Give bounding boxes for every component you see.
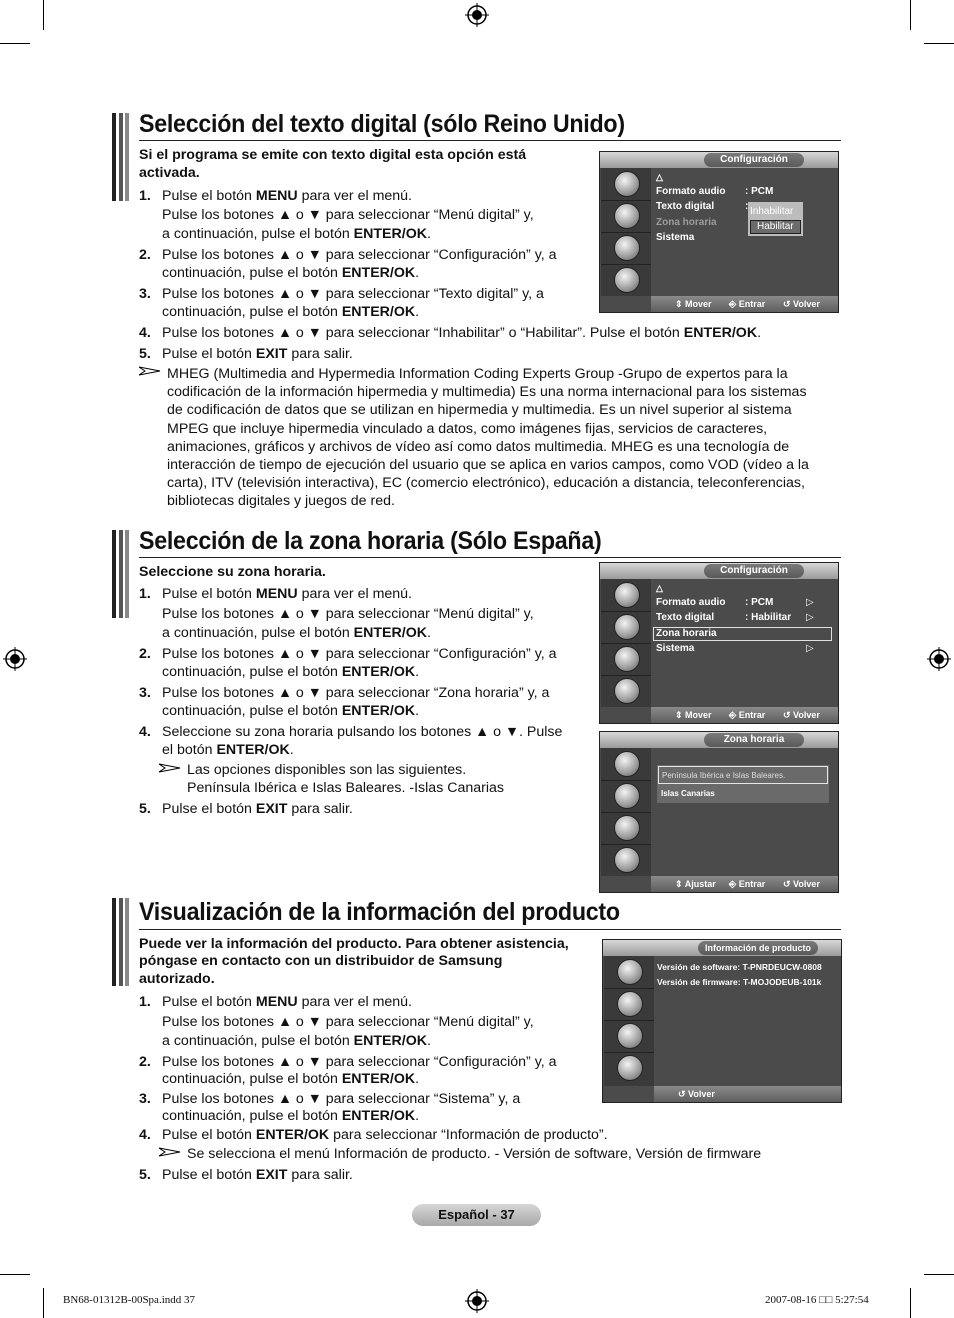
step-text: el botón ENTER/OK. — [162, 742, 294, 758]
up-arrow-icon: △ — [656, 583, 663, 593]
step-text: Pulse los botones ▲ o ▼ para seleccionar “Menú digital” y, — [162, 1014, 534, 1030]
registration-mark-icon — [465, 1289, 489, 1313]
step-number: 3. — [139, 286, 151, 302]
up-arrow-icon: △ — [656, 172, 663, 182]
setup-menu-icon — [614, 235, 640, 261]
picture-menu-icon — [614, 171, 640, 197]
step-text: Pulse el botón ENTER/OK para seleccionar “Información de producto”. — [162, 1127, 608, 1143]
return-hint: ↺ Volver — [678, 1089, 715, 1099]
input-menu-icon — [614, 847, 640, 873]
sound-menu-icon — [614, 614, 640, 640]
step-number: 5. — [139, 346, 151, 362]
input-menu-icon — [614, 267, 640, 293]
step-text: continuación, pulse el botón ENTER/OK. — [162, 1071, 420, 1087]
step-text: Pulse los botones ▲ o ▼ para seleccionar “Texto digital” y, a — [162, 286, 544, 302]
move-hint: ⇕ Mover — [675, 710, 712, 720]
section-intro: Puede ver la información del producto. Para obtener asistencia, — [139, 936, 569, 952]
step-number: 3. — [139, 1091, 151, 1107]
osd-title: Zona horaria — [704, 733, 804, 747]
step-text: Pulse el botón EXIT para salir. — [162, 801, 353, 817]
osd-screen — [599, 151, 839, 313]
setup-menu-icon — [614, 815, 640, 841]
crop-mark — [43, 0, 44, 30]
step-text: continuación, pulse el botón ENTER/OK. — [162, 1108, 420, 1124]
step-number: 2. — [139, 247, 151, 263]
note-text: Las opciones disponibles son las siguientes. — [187, 762, 467, 778]
section-title: Visualización de la información del producto — [139, 898, 620, 926]
note-paragraph: MHEG (Multimedia and Hypermedia Information Coding Experts Group -Grupo de expertos para la codificación de la información hipermedia y multimedia) Es una norma internacional para los sistemas de codificación de datos que se utilizan en hipermedia y multimedia. Es un nivel superior al sistema MPEG que incluye hipermedia vinculado a datos, como imágenes fijas, servicios de caracteres, animaciones, gráficos y archivos de vídeo así como datos multimedia. MHEG es una tecnología de interacción de tiempo de ejecución del usuario que se aplica en varios campos, como VOD (vídeo a la carta), ITV (televisión interactiva), EC (comercio electrónico), educación a distancia, teleconferencias, bibliotecas digitales y juegos de red. — [167, 366, 809, 510]
osd-row-label: Zona horaria — [656, 217, 717, 228]
crop-mark — [924, 1274, 954, 1275]
move-hint: ⇕ Mover — [675, 299, 712, 309]
step-number: 1. — [139, 586, 151, 602]
software-version: Versión de software: T-PNRDEUCW-0808 — [657, 962, 822, 972]
note-text: Se selecciona el menú Información de producto. - Versión de software, Versión de firmware — [187, 1146, 762, 1162]
step-text: Pulse los botones ▲ o ▼ para seleccionar “Configuración” y, a — [162, 247, 557, 263]
input-menu-icon — [614, 678, 640, 704]
crop-mark — [0, 1274, 30, 1275]
section-bar — [112, 530, 129, 618]
step-text: Pulse el botón MENU para ver el menú. — [162, 586, 413, 602]
step-text: Pulse el botón EXIT para salir. — [162, 346, 353, 362]
osd-option-selected[interactable]: Habilitar — [750, 220, 801, 234]
step-number: 5. — [139, 1167, 151, 1183]
return-hint: ↺ Volver — [783, 299, 820, 309]
step-number: 5. — [139, 801, 151, 817]
section-title: Selección de la zona horaria (Sólo España) — [139, 527, 602, 555]
input-menu-icon — [617, 1055, 643, 1081]
return-hint: ↺ Volver — [783, 710, 820, 720]
osd-row-label: Sistema — [656, 232, 695, 243]
osd-option[interactable]: Islas Canarias — [661, 789, 715, 798]
right-arrow-icon: ▷ — [806, 643, 814, 654]
osd-option-list — [657, 765, 829, 803]
step-number: 4. — [139, 724, 151, 740]
step-text: Pulse el botón MENU para ver el menú. — [162, 994, 413, 1010]
crop-mark — [0, 43, 30, 44]
section-rule — [139, 929, 841, 930]
step-text: Pulse los botones ▲ o ▼ para seleccionar “Menú digital” y, — [162, 207, 534, 223]
registration-mark-icon — [3, 647, 27, 671]
picture-menu-icon — [617, 959, 643, 985]
step-text: a continuación, pulse el botón ENTER/OK. — [162, 625, 431, 641]
enter-hint: ⎆ Entrar — [729, 299, 766, 309]
section-intro: autorizado. — [139, 971, 215, 987]
step-text: a continuación, pulse el botón ENTER/OK. — [162, 226, 431, 242]
crop-mark — [924, 43, 954, 44]
step-number: 4. — [139, 1127, 151, 1143]
section-intro: Seleccione su zona horaria. — [139, 564, 326, 580]
setup-menu-icon — [614, 646, 640, 672]
sound-menu-icon — [614, 783, 640, 809]
date-slug: 2007-08-16 □□ 5:27:54 — [765, 1294, 869, 1306]
osd-row-label: Sistema — [656, 643, 695, 654]
note-text: Península Ibérica e Islas Baleares. -Islas Canarias — [187, 780, 505, 796]
step-text: a continuación, pulse el botón ENTER/OK. — [162, 1033, 431, 1049]
osd-row-label: Texto digital — [656, 201, 715, 212]
osd-title: Información de producto — [698, 941, 818, 955]
step-number: 3. — [139, 685, 151, 701]
step-text: Pulse los botones ▲ o ▼ para seleccionar “Zona horaria” y, a — [162, 685, 550, 701]
section-intro: Si el programa se emite con texto digital esta opción está activada. — [139, 147, 527, 181]
enter-hint: ⎆ Entrar — [729, 879, 766, 889]
step-number: 4. — [139, 325, 151, 341]
osd-title: Configuración — [704, 564, 804, 578]
osd-option[interactable]: Inhabilitar — [750, 206, 794, 217]
section-title: Selección del texto digital (sólo Reino Unido) — [139, 110, 625, 138]
sound-menu-icon — [614, 203, 640, 229]
osd-screen — [599, 562, 839, 724]
enter-hint: ⎆ Entrar — [729, 710, 766, 720]
osd-row-value: : PCM — [745, 597, 774, 608]
right-arrow-icon: ▷ — [806, 612, 814, 623]
section-rule — [139, 557, 841, 558]
osd-row-value: : PCM — [745, 186, 774, 197]
step-text: Seleccione su zona horaria pulsando los botones ▲ o ▼. Pulse — [162, 724, 563, 740]
osd-row-selected[interactable]: Zona horaria — [653, 627, 832, 641]
registration-mark-icon — [927, 647, 951, 671]
osd-row-value: : — [745, 201, 749, 212]
step-text: Pulse los botones ▲ o ▼ para seleccionar “Configuración” y, a — [162, 646, 557, 662]
step-number: 1. — [139, 994, 151, 1010]
step-text: continuación, pulse el botón ENTER/OK. — [162, 265, 420, 281]
file-slug: BN68-01312B-00Spa.indd 37 — [63, 1294, 195, 1306]
picture-menu-icon — [614, 582, 640, 608]
step-number: 2. — [139, 646, 151, 662]
osd-screen — [602, 939, 842, 1103]
section-bar — [112, 113, 129, 201]
picture-menu-icon — [614, 751, 640, 777]
crop-mark — [43, 1288, 44, 1318]
setup-menu-icon — [617, 1023, 643, 1049]
note-arrow-icon — [159, 1147, 181, 1157]
step-text: Pulse los botones ▲ o ▼ para seleccionar “Inhabilitar” o “Habilitar”. Pulse el botón ENTER/OK. — [162, 325, 762, 341]
osd-option-selected[interactable]: Península Ibérica e Islas Baleares. — [658, 766, 828, 784]
osd-row-label: Texto digital — [656, 612, 715, 623]
section-bar — [112, 898, 129, 986]
right-arrow-icon: ▷ — [806, 597, 814, 608]
osd-row-value: : Habilitar — [745, 612, 792, 623]
registration-mark-icon — [465, 3, 489, 27]
return-hint: ↺ Volver — [783, 879, 820, 889]
step-text: Pulse el botón EXIT para salir. — [162, 1167, 353, 1183]
step-text: Pulse los botones ▲ o ▼ para seleccionar “Configuración” y, a — [162, 1054, 557, 1070]
note-arrow-icon — [139, 366, 161, 376]
crop-mark — [910, 1288, 911, 1318]
osd-row-label: Formato audio — [656, 597, 726, 608]
page-number: Español - 37 — [412, 1204, 541, 1226]
crop-mark — [910, 0, 911, 30]
adjust-hint: ⇕ Ajustar — [675, 879, 716, 889]
osd-title: Configuración — [704, 153, 804, 167]
step-text: Pulse los botones ▲ o ▼ para seleccionar “Menú digital” y, — [162, 606, 534, 622]
step-text: continuación, pulse el botón ENTER/OK. — [162, 703, 420, 719]
osd-row-label: Formato audio — [656, 186, 726, 197]
osd-dropdown[interactable] — [748, 202, 803, 236]
step-text: continuación, pulse el botón ENTER/OK. — [162, 304, 420, 320]
step-number: 2. — [139, 1054, 151, 1070]
note-arrow-icon — [159, 763, 181, 773]
step-text: Pulse los botones ▲ o ▼ para seleccionar “Sistema” y, a — [162, 1091, 521, 1107]
step-text: Pulse el botón MENU para ver el menú. — [162, 188, 413, 204]
osd-screen — [599, 731, 839, 893]
step-text: continuación, pulse el botón ENTER/OK. — [162, 664, 420, 680]
section-intro: póngase en contacto con un distribuidor de Samsung — [139, 953, 503, 969]
sound-menu-icon — [617, 991, 643, 1017]
step-number: 1. — [139, 188, 151, 204]
firmware-version: Versión de firmware: T-MOJODEUB-101k — [657, 977, 822, 987]
section-rule — [139, 140, 841, 141]
